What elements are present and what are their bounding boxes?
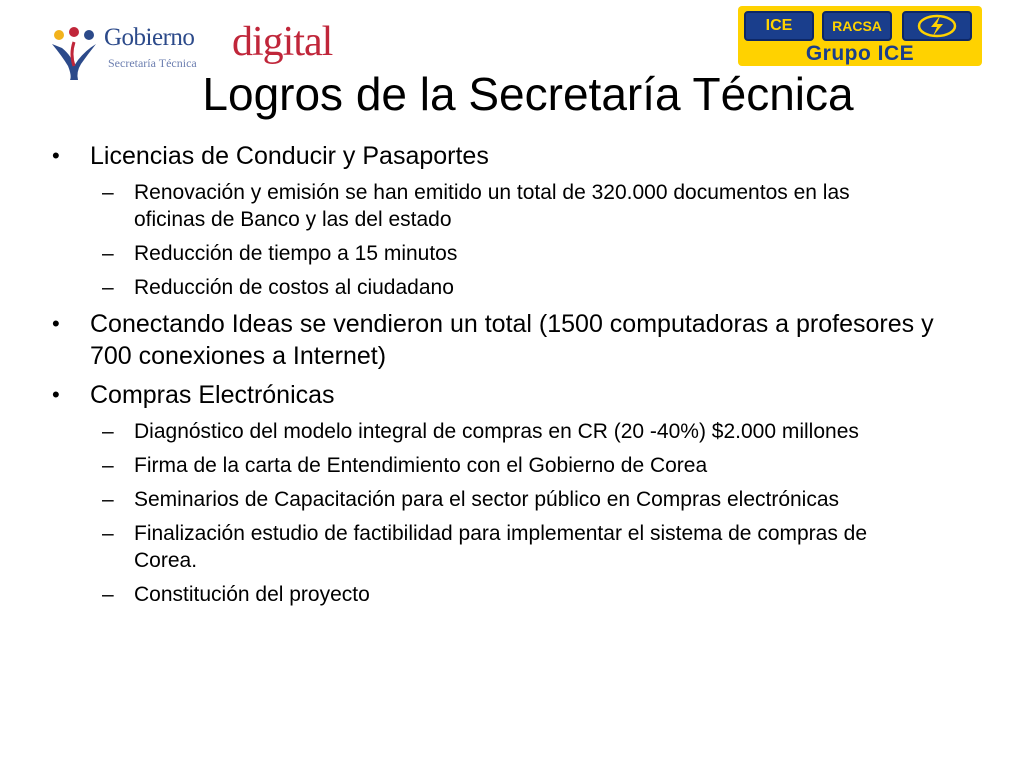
dash-marker: – — [102, 420, 114, 443]
dash-marker: – — [102, 488, 114, 511]
sub-bullet-text: Reducción de costos al ciudadano — [134, 276, 454, 299]
bullet-text: Licencias de Conducir y Pasaportes — [90, 142, 489, 170]
sub-bullet-text: Firma de la carta de Entendimiento con el Gobierno de Corea — [134, 454, 708, 477]
sub-bullet-text: Diagnóstico del modelo integral de compras en CR (20 -40%) $2.000 millones — [134, 420, 859, 443]
sub-bullet-item — [50, 240, 920, 267]
racsa-chip: RACSA — [822, 11, 892, 41]
bullet-marker: • — [52, 311, 60, 336]
logo-word-gobierno: Gobierno — [104, 24, 195, 51]
bullet-item — [50, 308, 950, 372]
bullet-text: Conectando Ideas se vendieron un total (1500 computadoras a profesores y 700 conexiones a Internet) — [90, 310, 934, 370]
sub-bullet-text: Reducción de tiempo a 15 minutos — [134, 242, 458, 265]
sub-bullet-item — [50, 274, 920, 301]
grupo-ice-label: Grupo ICE — [805, 42, 915, 65]
slide-title: Logros de la Secretaría Técnica — [202, 68, 854, 120]
sub-bullet-item — [50, 418, 920, 445]
sub-bullet-item — [50, 486, 920, 513]
bullet-text: Compras Electrónicas — [90, 381, 335, 409]
sub-bullet-list — [50, 418, 950, 608]
lightning-icon — [902, 11, 972, 41]
bullet-marker: • — [52, 382, 60, 407]
sub-bullet-text: Renovación y emisión se han emitido un total de 320.000 documentos en las oficinas de Banco y las del estado — [134, 181, 850, 231]
dash-marker: – — [102, 522, 114, 545]
sub-bullet-item — [50, 179, 920, 233]
sub-bullet-text: Seminarios de Capacitación para el sector público en Compras electrónicas — [134, 488, 840, 511]
sub-bullet-list — [50, 179, 950, 301]
bullet-list — [50, 140, 950, 608]
sub-bullet-text: Constitución del proyecto — [134, 583, 370, 606]
sub-bullet-item — [50, 520, 920, 574]
dash-marker: – — [102, 242, 114, 265]
dash-marker: – — [102, 181, 114, 204]
dash-marker: – — [102, 454, 114, 477]
bullet-marker: • — [52, 143, 60, 168]
logo-subtitle: Secretaría Técnica — [108, 56, 197, 70]
grupo-ice-logo — [738, 6, 982, 66]
dash-marker: – — [102, 583, 114, 606]
sub-bullet-item — [50, 452, 920, 479]
bullet-item — [50, 379, 950, 411]
bullet-item — [50, 140, 950, 172]
sub-bullet-text: Finalización estudio de factibilidad para implementar el sistema de compras de Corea. — [134, 522, 868, 572]
dash-marker: – — [102, 276, 114, 299]
ice-chip: ICE — [744, 11, 814, 41]
sub-bullet-item — [50, 581, 920, 608]
logo-word-digital: digital — [232, 19, 333, 65]
